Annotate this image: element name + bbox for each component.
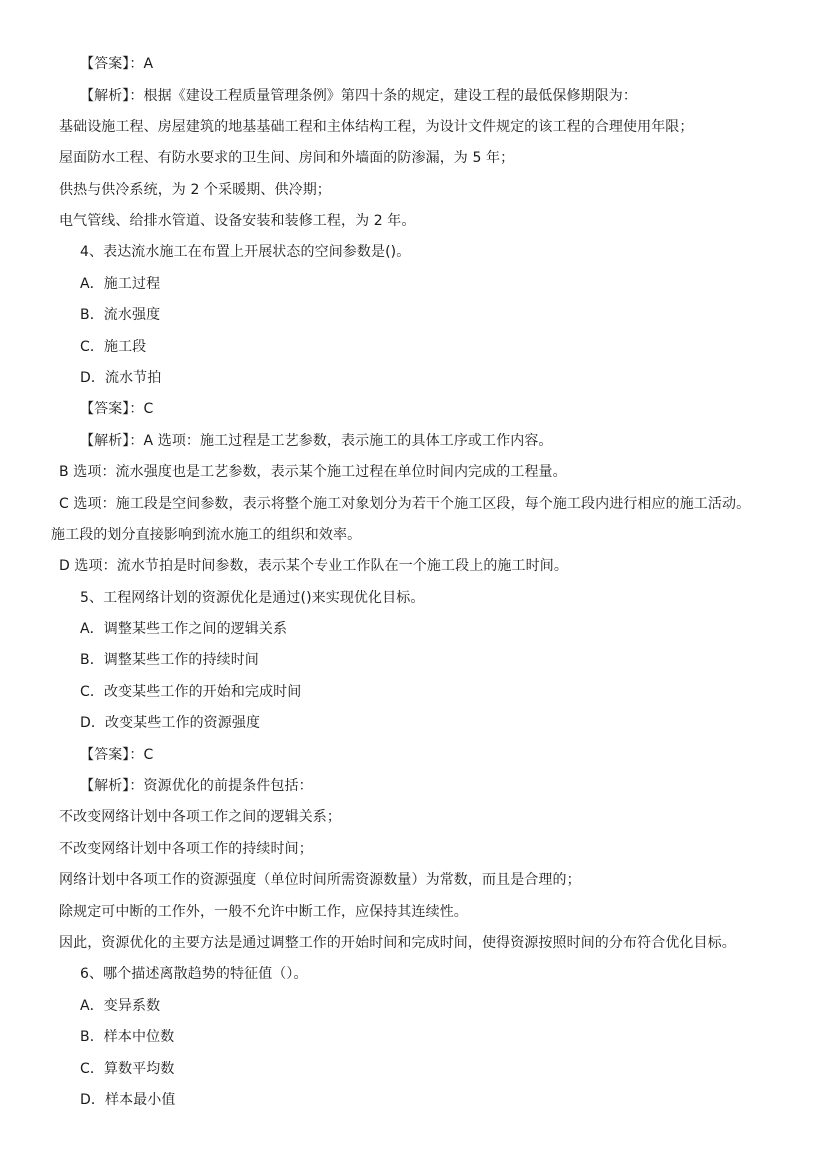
option-b: B．调整某些工作的持续时间 [80, 652, 259, 668]
paragraph: 网络计划中各项工作的资源强度（单位时间所需资源数量）为常数，而且是合理的； [59, 872, 581, 888]
analysis-text: 【解析】：资源优化的前提条件包括： [80, 778, 313, 794]
answer-label: 【答案】：A [80, 56, 154, 72]
answer-label: 【答案】：C [80, 747, 154, 763]
option-c: C．改变某些工作的开始和完成时间 [80, 684, 302, 700]
paragraph: B 选项：流水强度也是工艺参数，表示某个施工过程在单位时间内完成的工程量。 [59, 464, 567, 480]
option-d: D．流水节拍 [80, 370, 162, 386]
option-d: D．改变某些工作的资源强度 [80, 715, 261, 731]
paragraph: 不改变网络计划中各项工作之间的逻辑关系； [59, 809, 341, 825]
option-a: A．调整某些工作之间的逻辑关系 [80, 621, 288, 637]
paragraph: 因此，资源优化的主要方法是通过调整工作的开始时间和完成时间，使得资源按照时间的分布符合优化目标。 [59, 935, 736, 951]
analysis-text: 【解析】：根据《建设工程质量管理条例》第四十条的规定，建设工程的最低保修期限为： [80, 88, 637, 104]
paragraph: 基础设施工程、房屋建筑的地基基础工程和主体结构工程，为设计文件规定的该工程的合理使用年限； [59, 119, 694, 135]
paragraph: 除规定可中断的工作外，一般不允许中断工作，应保持其连续性。 [59, 904, 468, 920]
question-6: 6、哪个描述离散趋势的特征值（）。 [80, 966, 308, 982]
paragraph: 供热与供冷系统，为 2 个采暖期、供冷期； [59, 182, 331, 198]
question-5: 5、工程网络计划的资源优化是通过()来实现优化目标。 [80, 590, 425, 606]
paragraph: 屋面防水工程、有防水要求的卫生间、房间和外墙面的防渗漏，为 5 年； [59, 150, 515, 166]
paragraph: 电气管线、给排水管道、设备安装和装修工程，为 2 年。 [59, 213, 416, 229]
option-b: B．流水强度 [80, 307, 161, 323]
paragraph: 不改变网络计划中各项工作的持续时间； [59, 841, 313, 857]
option-c: C．算数平均数 [80, 1061, 175, 1077]
paragraph: D 选项：流水节拍是时间参数，表示某个专业工作队在一个施工段上的施工时间。 [59, 558, 568, 574]
option-d: D．样本最小值 [80, 1092, 176, 1108]
answer-label: 【答案】：C [80, 401, 154, 417]
option-a: A．变异系数 [80, 998, 161, 1014]
analysis-text: 【解析】：A 选项：施工过程是工艺参数，表示施工的具体工序或工作内容。 [80, 433, 553, 449]
option-b: B．样本中位数 [80, 1029, 175, 1045]
paragraph: C 选项：施工段是空间参数，表示将整个施工对象划分为若干个施工区段，每个施工段内进行相应的施工活动。 [59, 496, 751, 512]
question-4: 4、表达流水施工在布置上开展状态的空间参数是()。 [80, 244, 411, 260]
option-a: A．施工过程 [80, 276, 161, 292]
option-c: C．施工段 [80, 339, 147, 355]
paragraph: 施工段的划分直接影响到流水施工的组织和效率。 [51, 527, 362, 543]
